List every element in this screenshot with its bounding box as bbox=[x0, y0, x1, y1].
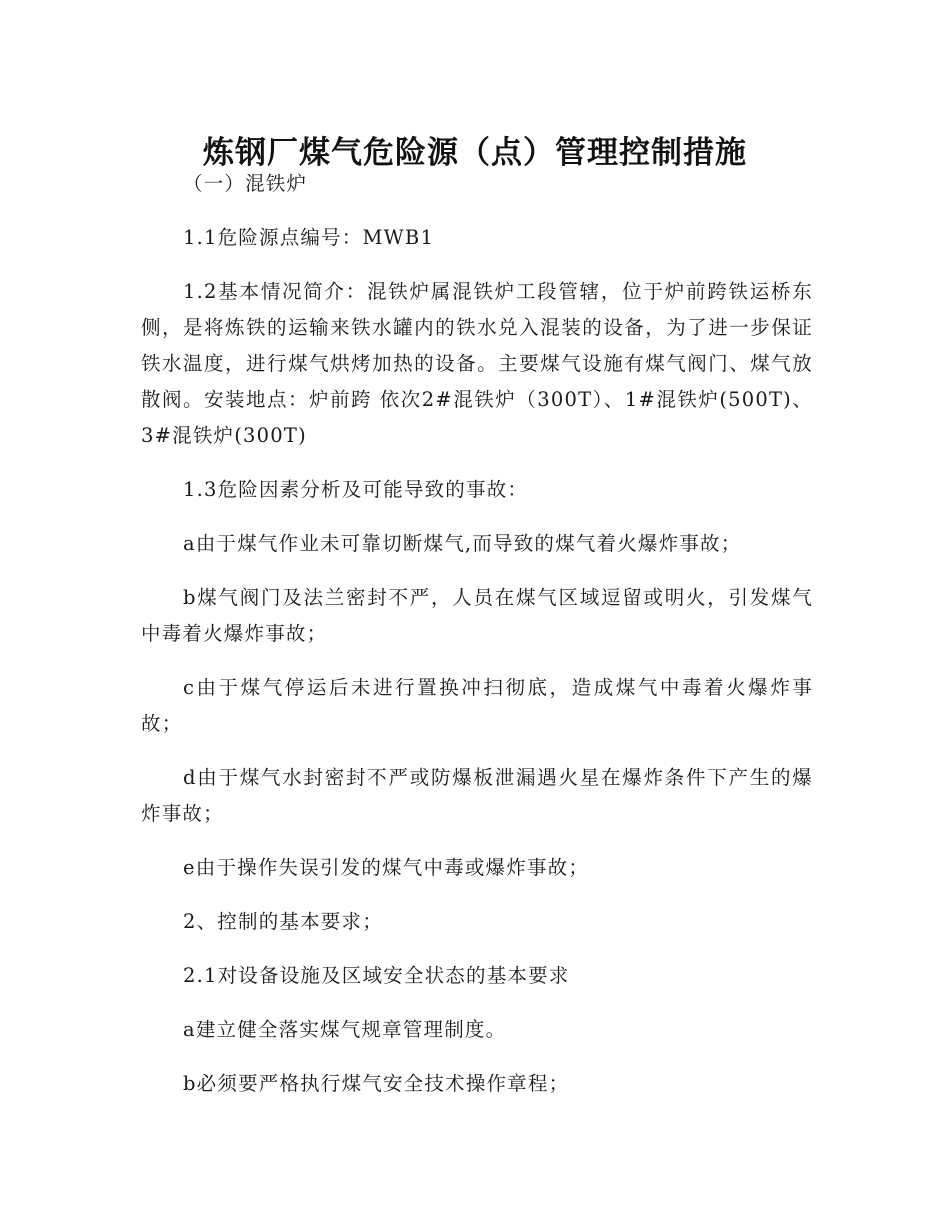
section-heading: （一）混铁炉 bbox=[183, 172, 308, 195]
list-item-requirement-b: b必须要严格执行煤气安全技术操作章程； bbox=[183, 1072, 570, 1095]
paragraph-risk-heading: 1.3危险因素分析及可能导致的事故： bbox=[183, 478, 529, 501]
document-title: 炼钢厂煤气危险源（点）管理控制措施 bbox=[203, 134, 747, 171]
section-control-requirements: 2、控制的基本要求； bbox=[183, 910, 383, 933]
list-item-risk-d: d由于煤气水封密封不严或防爆板泄漏遇火星在爆炸条件下产生的爆炸事故； bbox=[141, 766, 813, 825]
paragraph-overview: 1.2基本情况简介：混铁炉属混铁炉工段管辖，位于炉前跨铁运桥东侧，是将炼铁的运输来铁水罐内的铁水兑入混装的设备，为了进一步保证铁水温度，进行煤气烘烤加热的设备。主要煤气设施有煤气阀门、煤气放散阀。安装地点：炉前跨 依次2#混铁炉（300T）、1#混铁炉(500T)、3#混铁炉(300T) bbox=[141, 280, 813, 447]
document-body bbox=[141, 166, 813, 1102]
list-item-risk-a: a由于煤气作业未可靠切断煤气,而导致的煤气着火爆炸事故； bbox=[183, 532, 742, 555]
subsection-equipment-requirements: 2.1对设备设施及区域安全状态的基本要求 bbox=[183, 964, 570, 987]
list-item-risk-c: c由于煤气停运后未进行置换冲扫彻底，造成煤气中毒着火爆炸事故； bbox=[141, 676, 813, 735]
list-item-risk-b: b煤气阀门及法兰密封不严，人员在煤气区域逗留或明火，引发煤气中毒着火爆炸事故； bbox=[141, 586, 813, 645]
list-item-requirement-a: a建立健全落实煤气规章管理制度。 bbox=[183, 1018, 507, 1041]
list-item-risk-e: e由于操作失误引发的煤气中毒或爆炸事故； bbox=[183, 856, 590, 879]
paragraph-hazard-id: 1.1危险源点编号：MWB1 bbox=[183, 226, 435, 249]
